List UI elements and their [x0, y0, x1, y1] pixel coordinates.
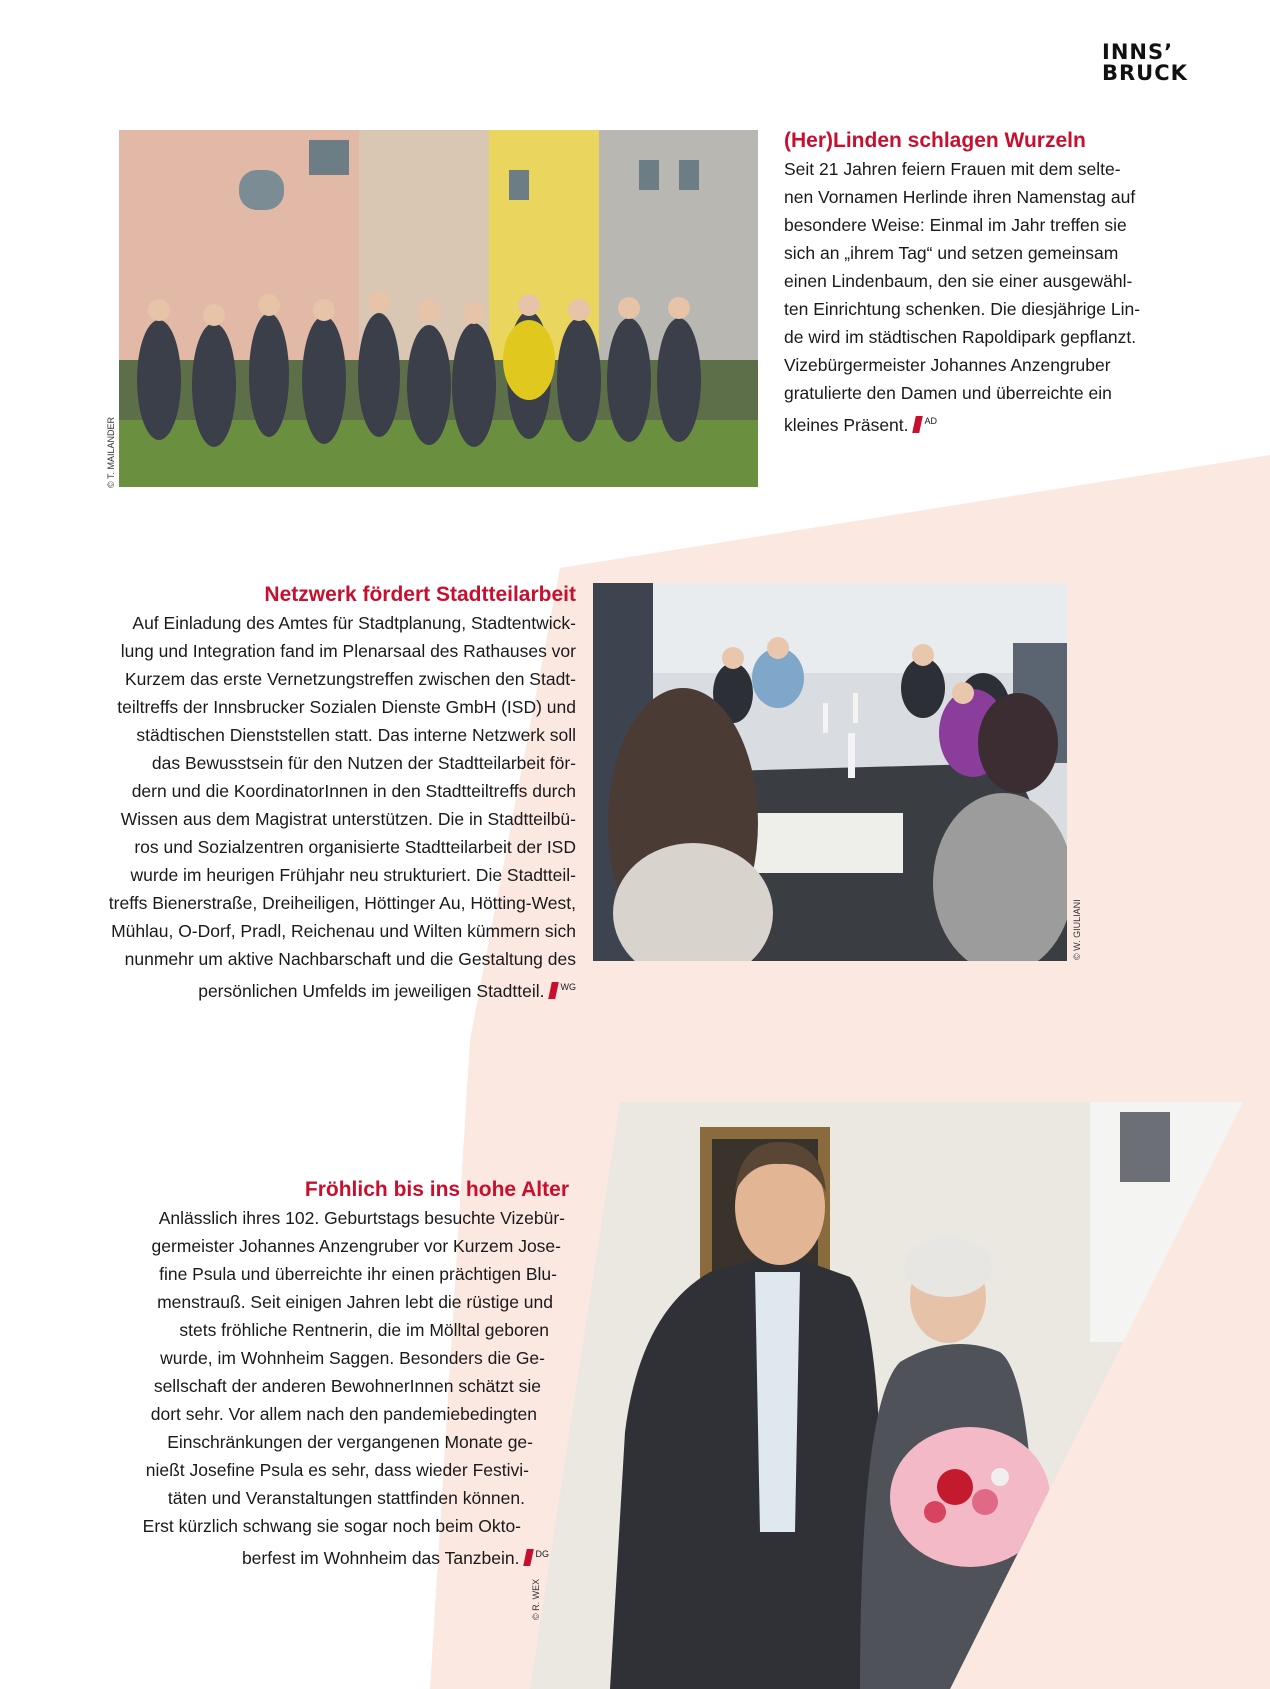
article1-line: de wird im städtischen Rapoldipark gepflanzt. — [784, 327, 1137, 347]
article1-line: besondere Weise: Einmal im Jahr treffen sie — [784, 215, 1127, 235]
article3-line: nießt Josefine Psula es sehr, dass wieder Festivi- — [145, 1460, 529, 1480]
article3-line: germeister Johannes Anzengruber vor Kurzem Jose- — [151, 1236, 561, 1256]
article2-line: persönlichen Umfelds im jeweiligen Stadtteil. — [198, 981, 545, 1001]
logo-line-2: BRUCK — [1102, 61, 1188, 85]
article2-line: ros und Sozialzentren organisierte Stadtteilarbeit der ISD — [134, 837, 576, 857]
article2-line: teiltreffs der Innsbrucker Sozialen Dienste GmbH (ISD) und — [117, 697, 576, 717]
magazine-logo — [1102, 42, 1188, 84]
article3-author: DG — [535, 1549, 549, 1559]
article2-body — [60, 609, 576, 1005]
article1-body — [784, 155, 1140, 439]
article3-line: Anlässlich ihres 102. Geburtstags besuchte Vizebür- — [158, 1208, 565, 1228]
article1 — [784, 128, 1140, 439]
article2-line: treffs Bienerstraße, Dreiheiligen, Höttinger Au, Hötting-West, — [108, 893, 576, 913]
article1-photo-credit: © T. MAILANDER — [106, 417, 116, 488]
end-mark-icon — [523, 1549, 534, 1566]
article3-line: stets fröhliche Rentnerin, die im Mölltal geboren — [179, 1320, 549, 1340]
article2-photo-credit: © W. GIULIANI — [1072, 899, 1082, 960]
article1-headline: (Her)Linden schlagen Wurzeln — [784, 129, 1086, 152]
article1-line: einen Lindenbaum, den sie einer ausgewähl- — [784, 271, 1133, 291]
end-mark-icon — [912, 416, 923, 433]
article1-photo — [119, 130, 758, 487]
article3-headline: Fröhlich bis ins hohe Alter — [304, 1178, 569, 1201]
article3-last-line — [60, 1540, 549, 1572]
article3-line: täten und Veranstaltungen stattfinden können. — [167, 1488, 525, 1508]
article2-line: städtischen Dienststellen statt. Das interne Netzwerk soll — [136, 725, 576, 745]
article3-line: Erst kürzlich schwang sie sogar noch beim Okto- — [142, 1516, 521, 1536]
article3-line: fine Psula und überreichte ihr einen prächtigen Blu- — [159, 1264, 557, 1284]
article2-headline: Netzwerk fördert Stadtteilarbeit — [264, 583, 576, 606]
article2-line: Mühlau, O-Dorf, Pradl, Reichenau und Wilten kümmern sich — [111, 921, 576, 941]
article3-line: dort sehr. Vor allem nach den pandemiebedingten — [150, 1404, 537, 1424]
end-mark-icon — [548, 982, 559, 999]
article1-author: AD — [924, 416, 938, 426]
article2-line: lung und Integration fand im Plenarsaal des Rathauses vor — [120, 641, 576, 661]
article1-line: Seit 21 Jahren feiern Frauen mit dem selte- — [784, 159, 1121, 179]
article2-photo — [593, 583, 1067, 961]
article2-line: wurde im heurigen Frühjahr neu strukturiert. Die Stadtteil- — [130, 865, 576, 885]
article1-line: ten Einrichtung schenken. Die diesjährige Lin- — [784, 299, 1141, 319]
article1-line: sich an „ihrem Tag“ und setzen gemeinsam — [784, 243, 1119, 263]
article3 — [60, 1177, 569, 1572]
article2-line: nunmehr um aktive Nachbarschaft und die Gestaltung des — [124, 949, 576, 969]
article1-line: gratulierte den Damen und überreichte ein — [784, 383, 1112, 403]
article2-line: Wissen aus dem Magistrat unterstützen. Die in Stadtteilbü- — [120, 809, 576, 829]
article3-line: menstrauß. Seit einigen Jahren lebt die rüstige und — [157, 1292, 553, 1312]
article1-line: nen Vornamen Herlinde ihren Namenstag auf — [784, 187, 1136, 207]
article3-line: wurde, im Wohnheim Saggen. Besonders die Ge- — [160, 1348, 545, 1368]
article2 — [60, 582, 576, 1005]
article2-line: Auf Einladung des Amtes für Stadtplanung, Stadtentwick- — [132, 613, 576, 633]
article1-last-line — [784, 407, 1140, 439]
article2-line: Kurzem das erste Vernetzungstreffen zwischen den Stadt- — [124, 669, 576, 689]
article3-body — [60, 1204, 569, 1572]
article3-line: sellschaft der anderen BewohnerInnen schätzt sie — [153, 1376, 541, 1396]
logo-line-1: INNS’ — [1102, 40, 1174, 64]
article1-line: Vizebürgermeister Johannes Anzengruber — [784, 355, 1111, 375]
article3-line: Einschränkungen der vergangenen Monate ge- — [167, 1432, 533, 1452]
article3-photo-credit: © R. WEX — [531, 1578, 541, 1620]
article3-line: berfest im Wohnheim das Tanzbein. — [241, 1548, 520, 1568]
article2-line: dern und die KoordinatorInnen in den Stadtteiltreffs durch — [131, 781, 576, 801]
article1-line: kleines Präsent. — [784, 415, 909, 435]
article2-author: WG — [560, 982, 576, 992]
article2-last-line — [60, 973, 576, 1005]
article2-line: das Bewusstsein für den Nutzen der Stadtteilarbeit för- — [151, 753, 576, 773]
